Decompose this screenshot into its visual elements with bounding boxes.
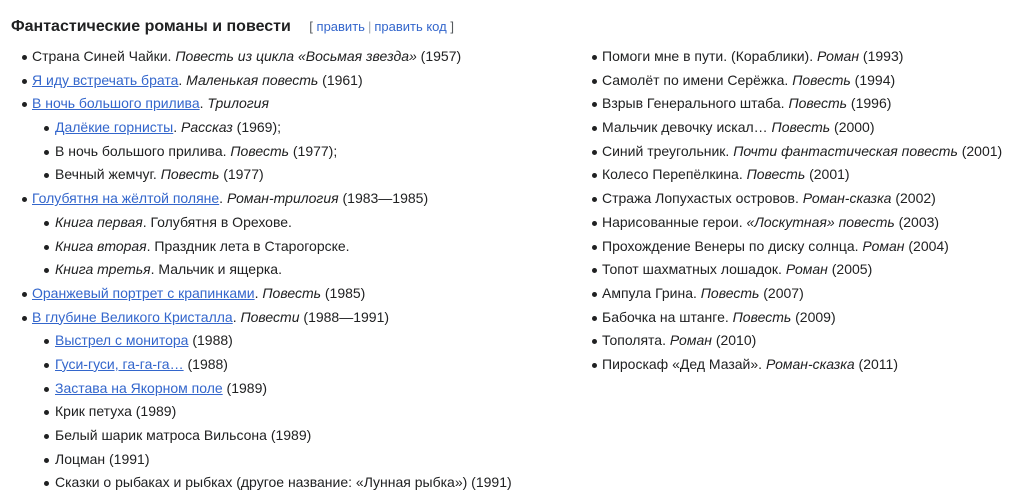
sub-list-item: [20, 211, 580, 235]
bullet-icon: [22, 316, 27, 321]
list-item: [590, 163, 1015, 187]
item-text: Страна Синей Чайки.: [32, 48, 176, 64]
sub-list-item: [20, 329, 580, 353]
bullet-icon: [44, 245, 49, 250]
list-item: [590, 258, 1015, 282]
work-genre: Роман: [816, 48, 860, 64]
work-genre: Рассказ: [181, 119, 233, 136]
bullet-icon: [592, 173, 597, 178]
item-text: (1988—1991): [299, 308, 390, 325]
list-item: [590, 45, 1015, 69]
list-item: [590, 116, 1015, 140]
bullet-icon: [592, 79, 597, 84]
bullet-icon: [22, 102, 27, 107]
section-title: Фантастические романы и повести: [11, 18, 291, 35]
works-list-left: [20, 45, 580, 495]
bullet-icon: [44, 126, 49, 131]
item-text: Крик петуха (1989): [55, 403, 177, 420]
item-text: (1994): [850, 71, 896, 88]
item-text: (2000): [830, 119, 875, 136]
item-text: (1977): [219, 166, 264, 183]
list-item: [20, 92, 580, 116]
item-text: (1988): [188, 332, 233, 349]
work-genre: Роман: [785, 261, 828, 278]
sub-list-item: [20, 258, 580, 282]
work-genre: Повесть: [732, 308, 792, 325]
item-text: Синий треугольник.: [602, 142, 734, 159]
work-link[interactable]: Гуси-гуси, га-га-га…: [55, 355, 184, 372]
list-item: [20, 69, 580, 93]
item-text: (1983—1985): [338, 190, 429, 207]
bullet-icon: [592, 221, 597, 226]
item-text: (2001): [805, 166, 850, 183]
item-text: Взрыв Генерального штаба.: [602, 95, 789, 112]
work-genre: Роман-трилогия: [226, 190, 339, 207]
edit-link[interactable]: править: [316, 19, 365, 34]
item-text: Стража Лопухастых островов.: [602, 190, 803, 207]
work-link[interactable]: В глубине Великого Кристалла: [32, 308, 233, 325]
list-item: [590, 211, 1015, 235]
work-genre: Повесть из цикла «Восьмая звезда»: [175, 48, 417, 64]
work-genre: Книга первая: [55, 213, 143, 230]
item-text: . Мальчик и ящерка.: [150, 261, 282, 278]
list-item: [20, 187, 580, 211]
work-link[interactable]: Застава на Якорном поле: [55, 379, 223, 396]
list-item: [20, 306, 580, 330]
work-genre: Повести: [240, 308, 300, 325]
list-item: [590, 282, 1015, 306]
item-text: . Голубятня в Орехове.: [142, 213, 292, 230]
sub-list-item: [20, 400, 580, 424]
item-text: (1977);: [288, 142, 338, 159]
item-text: Колесо Перепёлкина.: [602, 166, 747, 183]
work-genre: «Лоскутная» повесть: [746, 213, 895, 230]
bullet-icon: [44, 481, 49, 486]
work-genre: Повесть: [262, 284, 321, 301]
item-text: (2003): [894, 213, 940, 230]
work-genre: Повесть: [788, 95, 848, 112]
item-text: (2005): [827, 261, 873, 278]
bullet-icon: [44, 363, 49, 368]
item-text: В ночь большого прилива.: [55, 142, 231, 159]
bullet-icon: [44, 150, 49, 155]
item-text: (1989): [222, 379, 268, 396]
bullet-icon: [22, 79, 27, 84]
bullet-icon: [22, 197, 27, 202]
sub-list-item: [20, 140, 580, 164]
work-genre: Роман-сказка: [765, 355, 855, 372]
item-text: Топот шахматных лошадок.: [602, 261, 786, 278]
work-genre: Роман: [862, 237, 905, 254]
bullet-icon: [592, 126, 597, 131]
sub-list-item: [20, 471, 580, 495]
sub-list-item: [20, 424, 580, 448]
edit-code-link[interactable]: править код: [374, 19, 447, 34]
item-text: (2011): [854, 355, 898, 372]
bullet-icon: [592, 150, 597, 155]
bullet-icon: [44, 410, 49, 415]
bullet-icon: [44, 458, 49, 463]
item-text: Белый шарик матроса Вильсона (1989): [55, 427, 312, 443]
item-text: Сказки о рыбаках и рыбках (другое название: «Лунная рыбка») (1991): [55, 474, 512, 491]
item-text: .: [219, 190, 227, 207]
bullet-icon: [44, 221, 49, 226]
item-text: (1988): [183, 355, 228, 372]
list-item: [590, 92, 1015, 116]
work-genre: Повесть: [792, 71, 851, 88]
work-genre: Повесть: [160, 166, 220, 183]
works-list-right: [590, 45, 1015, 377]
item-text: (1957): [416, 48, 462, 64]
work-genre: Книга вторая: [55, 237, 147, 254]
work-genre: Почти фантастическая повесть: [733, 142, 958, 159]
item-text: (2009): [791, 308, 836, 325]
item-text: (1969);: [232, 119, 282, 136]
work-link[interactable]: Выстрел с монитора: [55, 332, 189, 349]
item-text: .: [173, 119, 182, 136]
item-text: (2002): [891, 190, 936, 207]
list-item: [590, 353, 1015, 377]
bullet-icon: [592, 102, 597, 107]
bullet-icon: [592, 268, 597, 273]
work-genre: Книга третья: [55, 261, 151, 278]
edit-links: [309, 19, 454, 34]
list-item: [20, 282, 580, 306]
item-text: (2004): [904, 237, 949, 254]
work-link[interactable]: Я иду встречать брата: [32, 71, 179, 88]
list-item: [590, 306, 1015, 330]
sub-list-item: [20, 377, 580, 401]
bullet-icon: [44, 434, 49, 439]
work-genre: Роман-сказка: [802, 190, 892, 207]
work-genre: Повесть: [700, 284, 760, 301]
item-text: . Праздник лета в Старогорске.: [146, 237, 350, 254]
edit-bracket-open: [: [309, 19, 313, 34]
item-text: Ампула Грина.: [602, 284, 701, 301]
item-text: (2010): [711, 332, 757, 349]
work-genre: Маленькая повесть: [186, 71, 319, 88]
item-text: (1961): [318, 71, 363, 88]
work-link[interactable]: Далёкие горнисты: [55, 119, 174, 136]
list-item: [20, 45, 580, 69]
bullet-icon: [44, 268, 49, 273]
item-text: Прохождение Венеры по диску солнца.: [602, 237, 863, 254]
bullet-icon: [592, 55, 597, 60]
work-genre: Трилогия: [207, 95, 269, 112]
bullet-icon: [592, 363, 597, 368]
list-item: [590, 329, 1015, 353]
item-text: (1996): [847, 95, 892, 112]
list-item: [590, 140, 1015, 164]
item-text: Пироскаф «Дед Мазай».: [602, 355, 766, 372]
work-genre: Повесть: [230, 142, 289, 159]
item-text: .: [232, 308, 241, 325]
work-link[interactable]: Оранжевый портрет с крапинками: [32, 284, 255, 301]
bullet-icon: [592, 339, 597, 344]
edit-bracket-close: ]: [450, 19, 454, 34]
bullet-icon: [44, 387, 49, 392]
list-item: [590, 235, 1015, 259]
sub-list-item: [20, 353, 580, 377]
item-text: (2001): [957, 142, 1003, 159]
item-text: Вечный жемчуг.: [55, 166, 161, 183]
item-text: Бабочка на штанге.: [602, 308, 733, 325]
work-link[interactable]: Голубятня на жёлтой поляне: [32, 190, 220, 207]
work-link[interactable]: В ночь большого прилива: [32, 95, 200, 112]
item-text: .: [254, 284, 263, 301]
bullet-icon: [592, 292, 597, 297]
bullet-icon: [22, 55, 27, 60]
item-text: (1985): [320, 284, 366, 301]
work-genre: Повесть: [771, 119, 831, 136]
work-genre: Роман: [669, 332, 712, 349]
section-heading: [11, 18, 454, 36]
bullet-icon: [44, 173, 49, 178]
bullet-icon: [592, 245, 597, 250]
edit-separator: |: [367, 19, 372, 34]
bullet-icon: [22, 292, 27, 297]
item-text: Нарисованные герои.: [602, 213, 747, 230]
sub-list-item: [20, 116, 580, 140]
item-text: (2007): [759, 284, 804, 301]
item-text: Лоцман (1991): [55, 450, 150, 467]
item-text: Помоги мне в пути. (Кораблики).: [602, 48, 817, 64]
item-text: .: [199, 95, 208, 112]
sub-list-item: [20, 163, 580, 187]
item-text: Мальчик девочку искал…: [602, 119, 772, 136]
item-text: .: [178, 71, 187, 88]
bullet-icon: [592, 197, 597, 202]
item-text: (1993): [859, 48, 904, 64]
item-text: Тополята.: [602, 332, 670, 349]
list-item: [590, 187, 1015, 211]
list-item: [590, 69, 1015, 93]
item-text: Самолёт по имени Серёжка.: [602, 71, 793, 88]
sub-list-item: [20, 448, 580, 472]
bullet-icon: [592, 316, 597, 321]
work-genre: Повесть: [746, 166, 806, 183]
sub-list-item: [20, 235, 580, 259]
bullet-icon: [44, 339, 49, 344]
